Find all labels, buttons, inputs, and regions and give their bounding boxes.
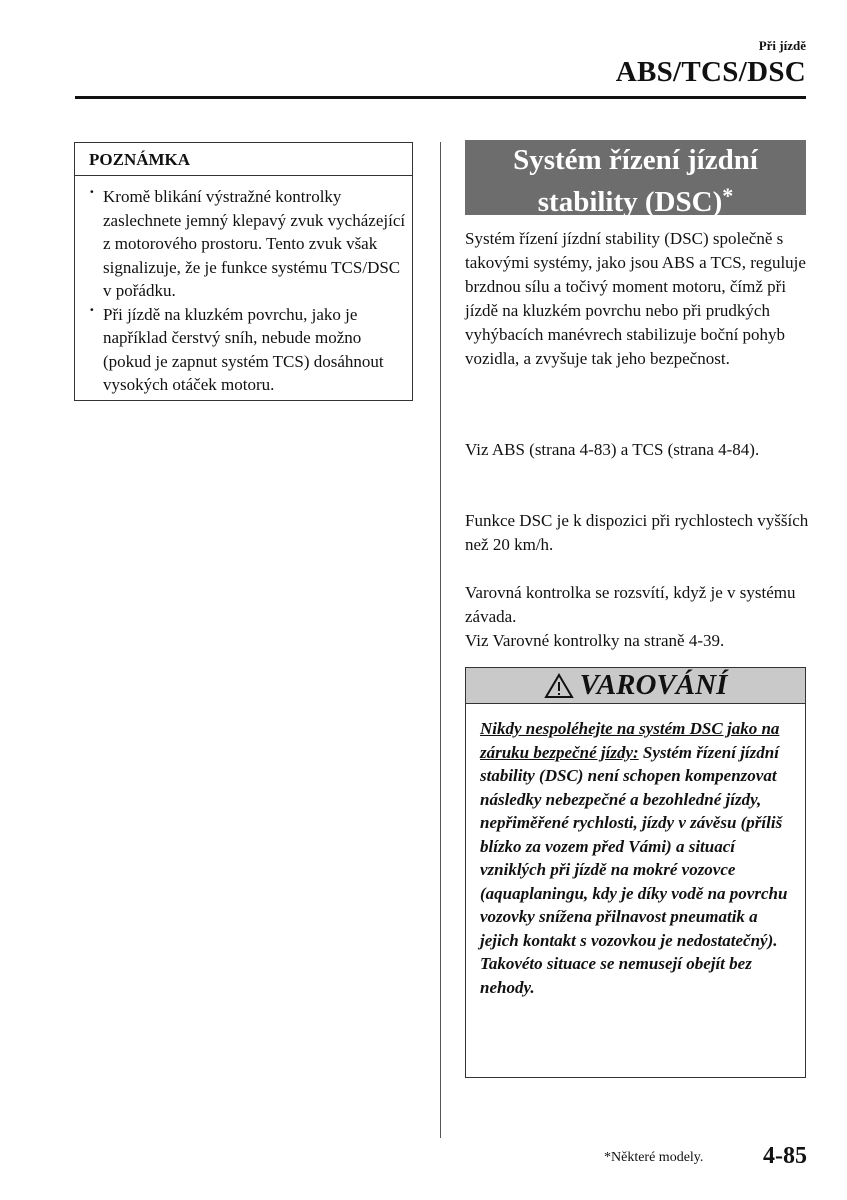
warning-header [466, 668, 805, 704]
note-list [75, 176, 412, 397]
dsc-description: Systém řízení jízdní stability (DSC) společně s takovými systémy, jako jsou ABS a TCS, reguluje brzdnou sílu a točivý moment motoru, čímž při jízdě na kluzkém povrchu nebo při prudkých vyhýbacích manévrech stabilizuje boční pohyb vozidla, a zvyšuje tak jeho bezpečnost. [465, 229, 806, 368]
note-box [74, 142, 413, 401]
bullet-icon: · [89, 182, 95, 201]
section-heading [465, 140, 806, 218]
note-item-text: Kromě blikání výstražné kontrolky zaslechnete jemný klepavý zvuk vycházející z motorového prostoru. Tento zvuk však signalizuje, že je funkce systému TCS/DSC v pořádku. [103, 187, 406, 300]
abs-tcs-reference: Viz ABS (strana 4-83) a TCS (strana 4-84). [465, 440, 760, 459]
note-title: POZNÁMKA [75, 143, 412, 176]
warning-body [466, 704, 805, 999]
warning-light-text: Varovná kontrolka se rozsvítí, když je v systému závada. [465, 583, 796, 626]
note-item [75, 182, 412, 303]
header-section: Při jízdě [758, 38, 806, 53]
footnote: *Některé modely. [604, 1150, 704, 1165]
note-item [75, 299, 412, 397]
dsc-speed-info: Funkce DSC je k dispozici při rychlostech vyšších než 20 km/h. [465, 511, 809, 554]
section-heading-line2: stability (DSC)* [537, 183, 734, 218]
column-divider [440, 142, 441, 1138]
section-heading-line1: Systém řízení jízdní [513, 144, 758, 176]
warning-heading: Nikdy nespoléhejte na systém DSC jako na záruku bezpečné jízdy: [480, 719, 780, 762]
note-item-text: Při jízdě na kluzkém povrchu, jako je například čerstvý sníh, nebude možno (pokud je zapnut systém TCS) dosáhnout vysokých otáček motoru. [103, 304, 384, 394]
header-rule [75, 96, 806, 99]
warning-text: Systém řízení jízdní stability (DSC) není schopen kompenzovat následky nebezpečné a bezohledné jízdy, nepřiměřené rychlosti, jízdy v závěsu (příliš blízko za vozem před Vámi) a situací vzniklých při jízdě na mokré vozovce (aquaplaningu, kdy je díky vodě na povrchu vozovky snížena přilnavost pneumatik a jejich kontakt s vozovkou je nedostatečný). Takovéto situace se nemusejí obejít bez nehody. [480, 742, 788, 997]
warning-light-info [465, 581, 810, 653]
page-number: 4-85 [763, 1143, 807, 1169]
warning-box [465, 667, 806, 1078]
footnote-mark: * [722, 183, 734, 208]
warning-light-reference: Viz Varovné kontrolky na straně 4-39. [465, 631, 725, 650]
page-title: ABS/TCS/DSC [615, 56, 806, 88]
bullet-icon: · [89, 299, 95, 319]
warning-triangle-icon [544, 673, 574, 699]
warning-title: VAROVÁNÍ [579, 669, 728, 701]
